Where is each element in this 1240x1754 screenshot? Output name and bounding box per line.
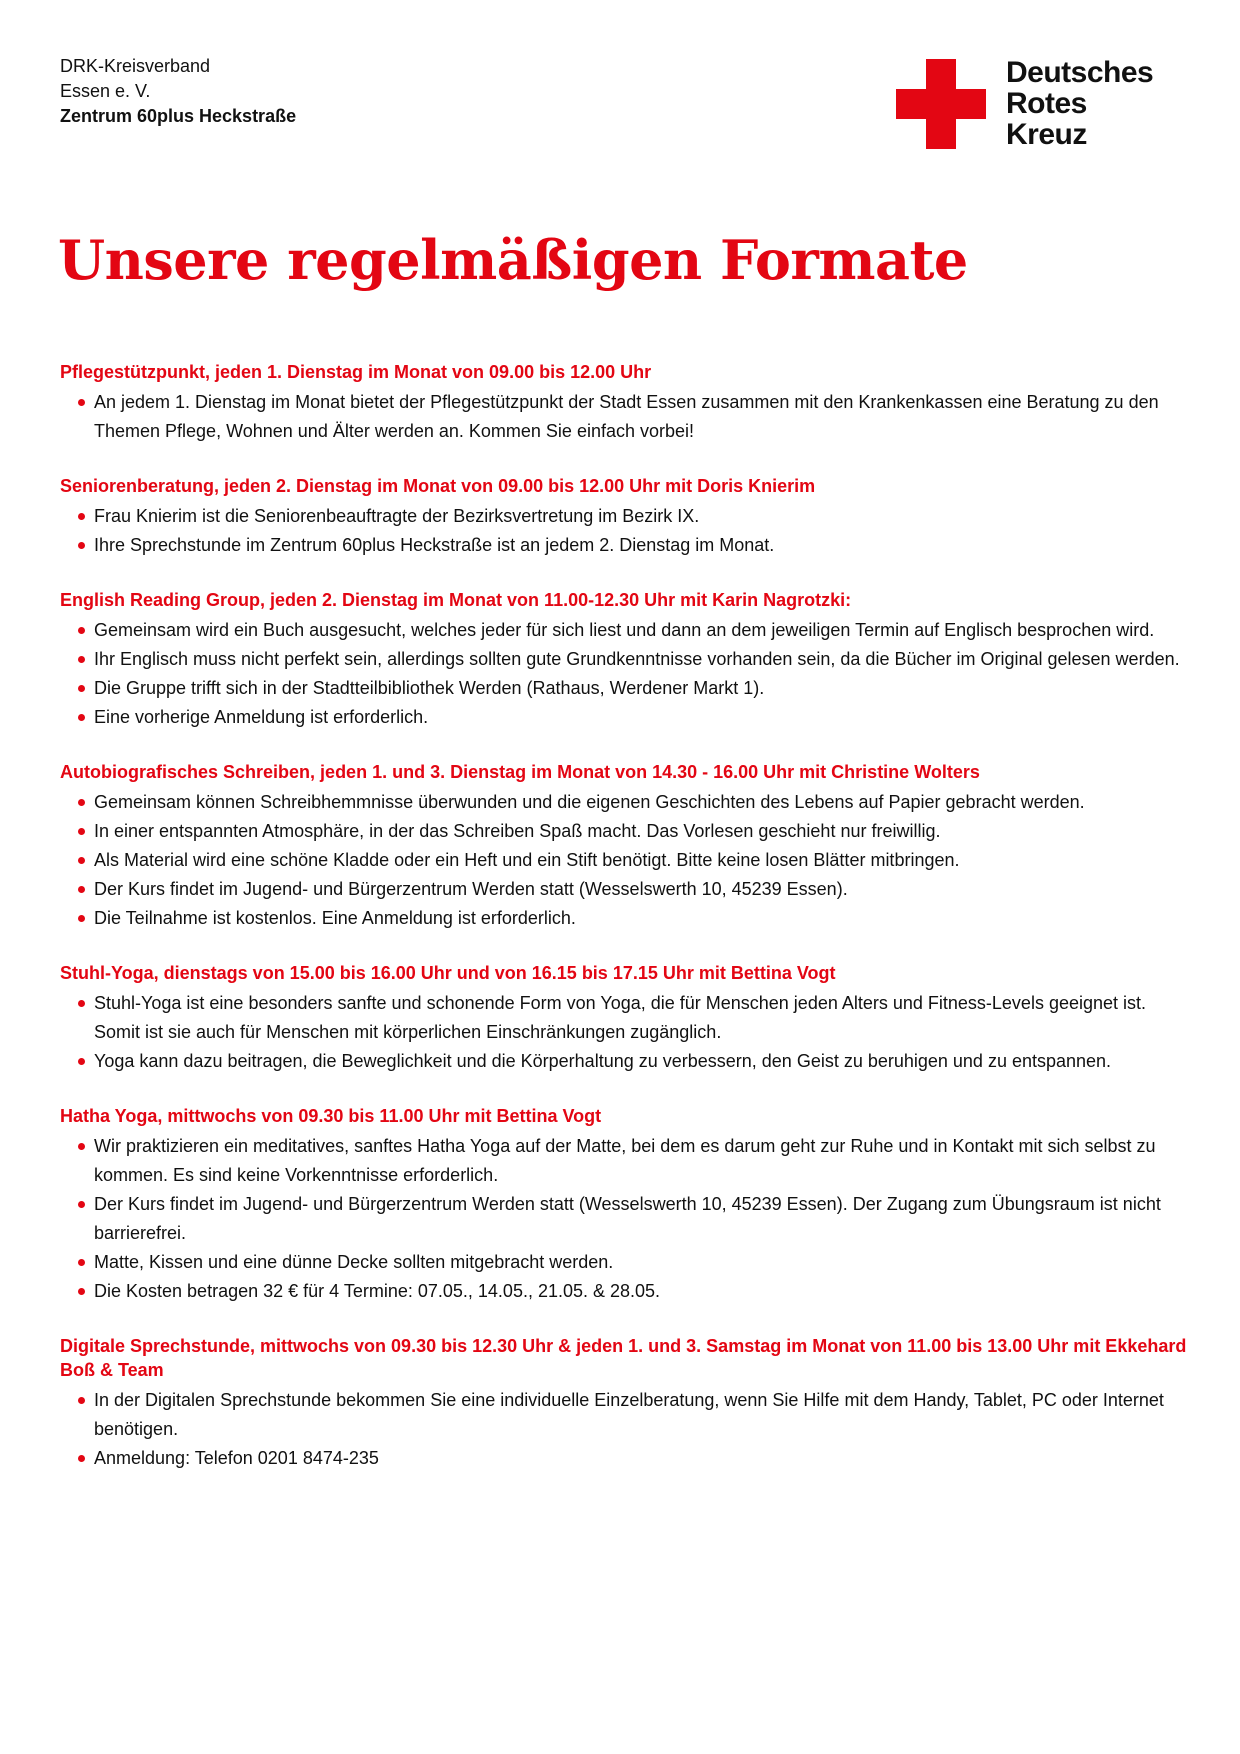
bullet-list	[60, 989, 1190, 1076]
format-section	[60, 588, 1190, 732]
bullet-dot-icon	[78, 1201, 85, 1208]
bullet-dot-icon	[78, 685, 85, 692]
bullet-text: Anmeldung: Telefon 0201 8474-235	[94, 1448, 379, 1468]
bullet-item	[60, 1277, 1190, 1306]
logo-line-1: Deutsches	[1006, 56, 1154, 89]
bullet-item	[60, 1047, 1190, 1076]
bullet-dot-icon	[78, 886, 85, 893]
organization-block	[60, 54, 296, 129]
bullet-dot-icon	[78, 1397, 85, 1404]
bullet-list	[60, 616, 1190, 732]
bullet-text: In der Digitalen Sprechstunde bekommen Sie eine individuelle Einzelberatung, wenn Sie Hilfe mit dem Handy, Tablet, PC oder Internet benötigen.	[94, 1390, 1164, 1439]
bullet-item	[60, 788, 1190, 817]
bullet-dot-icon	[78, 799, 85, 806]
format-section	[60, 760, 1190, 933]
bullet-item	[60, 1132, 1190, 1190]
bullet-text: Gemeinsam wird ein Buch ausgesucht, welches jeder für sich liest und dann an dem jeweiligen Termin auf Englisch besprochen wird.	[94, 620, 1155, 640]
bullet-dot-icon	[78, 627, 85, 634]
bullet-dot-icon	[78, 656, 85, 663]
bullet-text: Stuhl-Yoga ist eine besonders sanfte und schonende Form von Yoga, die für Menschen jeden Alters und Fitness-Levels geeignet ist. Somit ist sie auch für Menschen mit körperlichen Einschränkungen zugänglich.	[94, 993, 1147, 1042]
bullet-text: Matte, Kissen und eine dünne Decke sollten mitgebracht werden.	[94, 1252, 614, 1272]
logo-wordmark	[1006, 57, 1153, 150]
bullet-dot-icon	[78, 1058, 85, 1065]
bullet-text: Der Kurs findet im Jugend- und Bürgerzentrum Werden statt (Wesselswerth 10, 45239 Essen). Der Zugang zum Übungsraum ist nicht barrierefrei.	[94, 1194, 1161, 1243]
bullet-text: Ihre Sprechstunde im Zentrum 60plus Heckstraße ist an jedem 2. Dienstag im Monat.	[94, 535, 775, 555]
section-heading: Seniorenberatung, jeden 2. Dienstag im Monat von 09.00 bis 12.00 Uhr mit Doris Knierim	[60, 476, 816, 496]
organization-city: Essen e. V.	[60, 81, 151, 101]
bullet-dot-icon	[78, 1259, 85, 1266]
bullet-item	[60, 1444, 1190, 1473]
format-section	[60, 1104, 1190, 1306]
formats-list	[60, 360, 1190, 1501]
bullet-item	[60, 846, 1190, 875]
bullet-item	[60, 531, 1190, 560]
drk-logo	[896, 57, 1186, 152]
bullet-dot-icon	[78, 857, 85, 864]
bullet-item	[60, 875, 1190, 904]
bullet-list	[60, 502, 1190, 560]
bullet-item	[60, 645, 1190, 674]
bullet-dot-icon	[78, 513, 85, 520]
bullet-text: Die Kosten betragen 32 € für 4 Termine: 07.05., 14.05., 21.05. & 28.05.	[94, 1281, 661, 1301]
format-section	[60, 360, 1190, 446]
bullet-text: Die Gruppe trifft sich in der Stadtteilbibliothek Werden (Rathaus, Werdener Markt 1).	[94, 678, 765, 698]
bullet-text: In einer entspannten Atmosphäre, in der das Schreiben Spaß macht. Das Vorlesen geschieht nur freiwillig.	[94, 821, 941, 841]
bullet-dot-icon	[78, 915, 85, 922]
bullet-text: Ihr Englisch muss nicht perfekt sein, allerdings sollten gute Grundkenntnisse vorhanden sein, da die Bücher im Original gelesen werden.	[94, 649, 1180, 669]
organization-name: DRK-Kreisverband	[60, 56, 211, 76]
section-heading: Stuhl-Yoga, dienstags von 15.00 bis 16.00 Uhr und von 16.15 bis 17.15 Uhr mit Bettina Vogt	[60, 963, 836, 983]
bullet-text: Yoga kann dazu beitragen, die Beweglichkeit und die Körperhaltung zu verbessern, den Geist zu beruhigen und zu entspannen.	[94, 1051, 1112, 1071]
bullet-item	[60, 674, 1190, 703]
bullet-list	[60, 388, 1190, 446]
section-heading: Pflegestützpunkt, jeden 1. Dienstag im Monat von 09.00 bis 12.00 Uhr	[60, 362, 652, 382]
bullet-dot-icon	[78, 1000, 85, 1007]
bullet-dot-icon	[78, 1288, 85, 1295]
bullet-text: Die Teilnahme ist kostenlos. Eine Anmeldung ist erforderlich.	[94, 908, 576, 928]
logo-line-3: Kreuz	[1006, 118, 1087, 151]
bullet-item	[60, 989, 1190, 1047]
page-title: Unsere regelmäßigen Formate	[58, 228, 968, 292]
bullet-item	[60, 1386, 1190, 1444]
bullet-item	[60, 388, 1190, 446]
bullet-list	[60, 1132, 1190, 1306]
bullet-dot-icon	[78, 714, 85, 721]
bullet-item	[60, 1248, 1190, 1277]
bullet-list	[60, 1386, 1190, 1473]
bullet-text: Als Material wird eine schöne Kladde oder ein Heft und ein Stift benötigt. Bitte keine losen Blätter mitbringen.	[94, 850, 960, 870]
logo-line-2: Rotes	[1006, 87, 1087, 120]
bullet-item	[60, 616, 1190, 645]
bullet-dot-icon	[78, 1143, 85, 1150]
bullet-text: Der Kurs findet im Jugend- und Bürgerzentrum Werden statt (Wesselswerth 10, 45239 Essen).	[94, 879, 848, 899]
format-section	[60, 474, 1190, 560]
bullet-dot-icon	[78, 399, 85, 406]
bullet-text: An jedem 1. Dienstag im Monat bietet der Pflegestützpunkt der Stadt Essen zusammen mit den Krankenkassen eine Beratung zu den Themen Pflege, Wohnen und Älter werden an. Kommen Sie einfach vorbei!	[94, 392, 1159, 441]
bullet-item	[60, 817, 1190, 846]
bullet-text: Wir praktizieren ein meditatives, sanftes Hatha Yoga auf der Matte, bei dem es darum geht zur Ruhe und in Kontakt mit sich selbst zu kommen. Es sind keine Vorkenntnisse erforderlich.	[94, 1136, 1156, 1185]
bullet-item	[60, 703, 1190, 732]
bullet-dot-icon	[78, 1455, 85, 1462]
section-heading: Hatha Yoga, mittwochs von 09.30 bis 11.00 Uhr mit Bettina Vogt	[60, 1106, 602, 1126]
section-heading: English Reading Group, jeden 2. Dienstag im Monat von 11.00-12.30 Uhr mit Karin Nagrotzki:	[60, 590, 852, 610]
organization-center: Zentrum 60plus Heckstraße	[60, 106, 297, 126]
bullet-item	[60, 1190, 1190, 1248]
bullet-item	[60, 904, 1190, 933]
red-cross-icon	[896, 59, 986, 149]
format-section	[60, 961, 1190, 1076]
section-heading: Digitale Sprechstunde, mittwochs von 09.30 bis 12.30 Uhr & jeden 1. und 3. Samstag im Monat von 11.00 bis 13.00 Uhr mit Ekkehard Boß & Team	[60, 1336, 1187, 1380]
bullet-dot-icon	[78, 828, 85, 835]
section-heading: Autobiografisches Schreiben, jeden 1. und 3. Dienstag im Monat von 14.30 - 16.00 Uhr mit Christine Wolters	[60, 762, 980, 782]
bullet-item	[60, 502, 1190, 531]
bullet-text: Gemeinsam können Schreibhemmnisse überwunden und die eigenen Geschichten des Lebens auf Papier gebracht werden.	[94, 792, 1085, 812]
bullet-dot-icon	[78, 542, 85, 549]
format-section	[60, 1334, 1190, 1473]
bullet-text: Eine vorherige Anmeldung ist erforderlich.	[94, 707, 429, 727]
bullet-list	[60, 788, 1190, 933]
bullet-text: Frau Knierim ist die Seniorenbeauftragte der Bezirksvertretung im Bezirk IX.	[94, 506, 700, 526]
